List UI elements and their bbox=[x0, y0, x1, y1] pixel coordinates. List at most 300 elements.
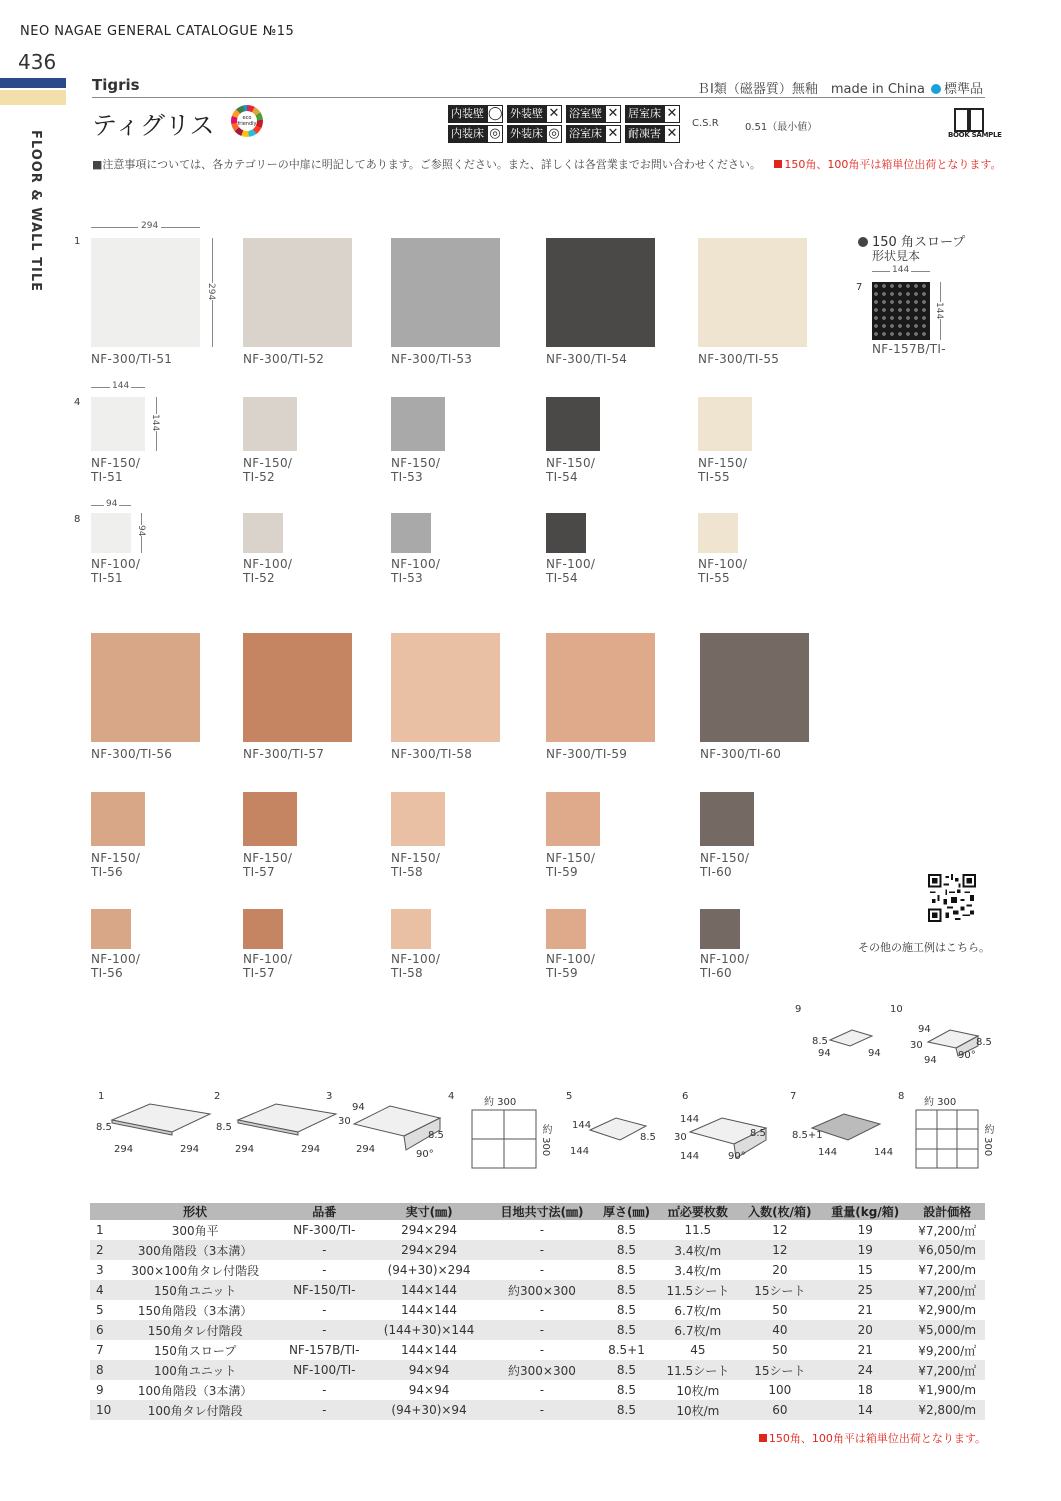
table-cell: 3.4枚/m bbox=[674, 1263, 722, 1278]
table-footnote: 150角、100角平は箱単位出荷となります。 bbox=[759, 1430, 986, 1446]
diagram-5-thickness: 8.5 bbox=[640, 1132, 656, 1143]
tile-code-300: NF-300/TI-54 bbox=[546, 352, 628, 366]
table-cell: 5 bbox=[96, 1303, 104, 1317]
tile-code-100-suffix: TI-58 bbox=[391, 966, 423, 980]
table-cell: 10枚/m bbox=[657, 1400, 739, 1420]
table-cell: - bbox=[278, 1400, 370, 1420]
table-cell: - bbox=[488, 1400, 596, 1420]
header-stripe-blue bbox=[0, 78, 66, 88]
tile-code-100: NF-100/ bbox=[391, 557, 441, 571]
tile-code-100: NF-100/ bbox=[700, 952, 750, 966]
table-header-row bbox=[90, 1203, 985, 1220]
tile-swatch-100 bbox=[546, 513, 586, 553]
tile-code-150-suffix: TI-60 bbox=[700, 865, 732, 879]
diagram-6-width: 144 bbox=[680, 1151, 700, 1162]
tile-swatch-150 bbox=[698, 397, 752, 451]
tile-code-300: NF-300/TI-52 bbox=[243, 352, 325, 366]
usage-mark: ✕ bbox=[546, 105, 562, 123]
usage-label: 外装床 bbox=[507, 125, 546, 143]
slope-code: NF-157B/TI- bbox=[872, 342, 946, 356]
usage-label: 耐凍害 bbox=[625, 125, 664, 143]
csr-label: C.S.R bbox=[692, 118, 719, 129]
table-cell: NF-100/TI- bbox=[278, 1360, 370, 1380]
tile-code-150-suffix: TI-55 bbox=[698, 470, 730, 484]
table-cell: 8.5 bbox=[596, 1280, 657, 1300]
table-cell: 20 bbox=[772, 1263, 788, 1277]
table-cell: 24 bbox=[821, 1360, 909, 1380]
slope-tile-swatch bbox=[872, 282, 930, 340]
table-cell: ¥9,200/㎡ bbox=[918, 1343, 977, 1358]
table-cell: - bbox=[322, 1383, 327, 1397]
diagram-1-shape bbox=[112, 1104, 210, 1132]
table-cell: 10枚/m bbox=[676, 1383, 720, 1398]
slope-subtitle: 形状見本 bbox=[872, 249, 921, 263]
table-cell: 100 bbox=[768, 1383, 792, 1397]
slope-number: 7 bbox=[856, 282, 863, 293]
tile-code-150: NF-150/ bbox=[243, 456, 293, 470]
table-cell: ¥7,200/m bbox=[918, 1263, 977, 1277]
table-cell: 2 bbox=[90, 1240, 112, 1260]
shape-diagrams bbox=[90, 1000, 990, 1190]
table-cell: - bbox=[539, 1263, 545, 1277]
table-cell: - bbox=[278, 1320, 370, 1340]
table-cell: 19 bbox=[821, 1240, 909, 1260]
usage-mark: ◎ bbox=[546, 125, 562, 143]
table-cell: 100角タレ付階段 bbox=[112, 1400, 278, 1420]
table-cell: - bbox=[488, 1320, 596, 1340]
table-cell: 8.5 bbox=[596, 1320, 657, 1340]
diagram-7-number: 7 bbox=[790, 1091, 797, 1102]
standard-label: 標準品 bbox=[943, 82, 983, 97]
table-row bbox=[90, 1260, 985, 1280]
table-row bbox=[90, 1280, 985, 1300]
material-spec: ＢⅠ類（磁器質）無釉 made in China bbox=[697, 82, 925, 97]
tile-code-150: NF-150/ bbox=[698, 456, 748, 470]
table-cell: (94+30)×94 bbox=[370, 1400, 488, 1420]
side-category-title: FLOOR & WALL TILE bbox=[28, 130, 43, 292]
qr-caption: その他の施工例はこちら。 bbox=[858, 941, 990, 954]
table-row bbox=[90, 1360, 985, 1380]
table-cell: 144×144 bbox=[401, 1343, 457, 1357]
table-cell: 294×294 bbox=[401, 1223, 457, 1237]
usage-label: 浴室床 bbox=[566, 125, 605, 143]
table-cell: 100角ユニット bbox=[112, 1360, 278, 1380]
usage-cell bbox=[448, 125, 503, 143]
diagram-7-thickness: 8.5+1 bbox=[792, 1130, 823, 1141]
table-cell: 4 bbox=[90, 1280, 112, 1300]
diagram-3-thickness: 8.5 bbox=[428, 1130, 444, 1141]
slope-title: 150 角スロープ bbox=[858, 231, 965, 250]
book-sample-label: BOOK SAMPLE bbox=[948, 131, 1002, 139]
tile-code-300: NF-300/TI-51 bbox=[91, 352, 173, 366]
usage-cell bbox=[507, 105, 562, 123]
diagram-3-angle: 90° bbox=[416, 1149, 434, 1160]
tile-code-150-suffix: TI-51 bbox=[91, 470, 123, 484]
table-cell: 15シート bbox=[739, 1280, 821, 1300]
tile-swatch-300 bbox=[91, 238, 200, 347]
table-header-cell: 入数(枚/箱) bbox=[739, 1203, 821, 1220]
table-cell: ¥2,800/m bbox=[909, 1400, 985, 1420]
table-cell: 45 bbox=[690, 1343, 706, 1357]
product-name-en: Tigris bbox=[92, 76, 140, 94]
tile-code-100: NF-100/ bbox=[91, 952, 141, 966]
dim-150-v: 144 bbox=[150, 414, 160, 432]
tile-code-150-suffix: TI-53 bbox=[391, 470, 423, 484]
usage-cell bbox=[448, 105, 503, 123]
table-cell: ¥7,200/㎡ bbox=[909, 1280, 985, 1300]
table-cell: ¥7,200/㎡ bbox=[909, 1360, 985, 1380]
usage-grid bbox=[448, 105, 680, 145]
tile-code-100-suffix: TI-57 bbox=[243, 966, 275, 980]
table-cell: 6 bbox=[90, 1320, 112, 1340]
diagram-4-side: 約 300 bbox=[540, 1124, 551, 1157]
diagram-6-tread: 144 bbox=[680, 1114, 700, 1125]
table-cell: 150角階段（3本溝） bbox=[137, 1303, 253, 1318]
table-header-cell: 実寸(㎜) bbox=[370, 1203, 488, 1220]
diagram-7-depth: 144 bbox=[874, 1147, 894, 1158]
diagram-8-side: 約 300 bbox=[982, 1124, 993, 1157]
tile-code-100-suffix: TI-60 bbox=[700, 966, 732, 980]
page-number: 436 bbox=[18, 50, 57, 74]
notice-red-text: 150角、100角平は箱単位出荷となります。 bbox=[784, 158, 1002, 171]
table-row bbox=[90, 1320, 985, 1340]
diagram-6-number: 6 bbox=[682, 1091, 689, 1102]
usage-label: 内装壁 bbox=[448, 105, 487, 123]
dim-100-h: 94 bbox=[106, 499, 118, 509]
table-cell: ¥2,900/m bbox=[918, 1303, 977, 1317]
usage-mark: ✕ bbox=[605, 105, 621, 123]
dim-300-v: 294 bbox=[206, 283, 216, 301]
tile-code-300: NF-300/TI-58 bbox=[391, 747, 473, 761]
header-rule bbox=[92, 97, 985, 98]
table-header-cell: 品番 bbox=[278, 1203, 370, 1220]
table-cell: 21 bbox=[857, 1343, 873, 1357]
table-cell: 8.5 bbox=[616, 1223, 637, 1237]
diagram-9-thickness: 8.5 bbox=[812, 1036, 828, 1047]
table-cell: 8.5 bbox=[616, 1383, 637, 1397]
table-cell: - bbox=[539, 1223, 545, 1237]
tile-swatch-100 bbox=[698, 513, 738, 553]
table-cell: NF-150/TI- bbox=[278, 1280, 370, 1300]
tile-code-100: NF-100/ bbox=[91, 557, 141, 571]
tile-code-300: NF-300/TI-57 bbox=[243, 747, 325, 761]
table-cell: 144×144 bbox=[401, 1303, 457, 1317]
usage-mark: ◎ bbox=[487, 125, 503, 143]
catalogue-title: NEO NAGAE GENERAL CATALOGUE №15 bbox=[20, 24, 295, 39]
table-cell: 150角タレ付階段 bbox=[112, 1320, 278, 1340]
diagram-10-tread: 94 bbox=[918, 1024, 931, 1035]
tile-swatch-150 bbox=[91, 397, 145, 451]
table-cell: 10 bbox=[90, 1400, 112, 1420]
diagram-8-number: 8 bbox=[898, 1091, 905, 1102]
table-cell: 19 bbox=[857, 1223, 873, 1237]
tile-code-100: NF-100/ bbox=[243, 952, 293, 966]
table-row bbox=[90, 1380, 985, 1400]
csr-value: 0.51（最小値） bbox=[745, 122, 818, 133]
tile-swatch-150 bbox=[243, 792, 297, 846]
table-cell: 18 bbox=[857, 1383, 873, 1397]
table-cell: 8.5 bbox=[616, 1303, 637, 1317]
slope-dim-v: 144 bbox=[934, 302, 944, 320]
table-cell: 150角スロープ bbox=[154, 1343, 237, 1358]
tile-code-100-suffix: TI-54 bbox=[546, 571, 578, 585]
dim-150-h: 144 bbox=[112, 381, 130, 391]
table-header-cell: 重量(kg/箱) bbox=[821, 1203, 909, 1220]
table-cell: 14 bbox=[821, 1400, 909, 1420]
table-cell: 21 bbox=[857, 1303, 873, 1317]
table-cell: 9 bbox=[96, 1383, 104, 1397]
table-cell: ¥6,050/m bbox=[909, 1240, 985, 1260]
usage-cell bbox=[566, 105, 621, 123]
tile-swatch-300 bbox=[546, 633, 655, 742]
tile-code-150: NF-150/ bbox=[546, 456, 596, 470]
slope-dim-h: 144 bbox=[892, 265, 910, 275]
table-cell: 15 bbox=[857, 1263, 873, 1277]
diagram-5-shape bbox=[590, 1118, 646, 1140]
diagram-2-shape bbox=[238, 1104, 336, 1132]
usage-cell bbox=[566, 125, 621, 143]
table-cell: 294×294 bbox=[370, 1240, 488, 1260]
table-cell: 300×100角タレ付階段 bbox=[131, 1263, 260, 1278]
tile-swatch-100 bbox=[391, 909, 431, 949]
table-cell: 25 bbox=[821, 1280, 909, 1300]
table-cell: 3.4枚/m bbox=[657, 1240, 739, 1260]
diagram-1-thickness: 8.5 bbox=[96, 1122, 112, 1133]
tile-code-100-suffix: TI-51 bbox=[91, 571, 123, 585]
diagram-5-number: 5 bbox=[566, 1091, 573, 1102]
diagram-5-width: 144 bbox=[570, 1146, 590, 1157]
tile-code-100-suffix: TI-56 bbox=[91, 966, 123, 980]
tile-swatch-300 bbox=[700, 633, 809, 742]
tile-swatch-300 bbox=[698, 238, 807, 347]
table-header-cell bbox=[90, 1203, 112, 1220]
tile-code-300: NF-300/TI-59 bbox=[546, 747, 628, 761]
table-cell: NF-300/TI- bbox=[293, 1223, 356, 1237]
table-cell: 1 bbox=[96, 1223, 104, 1237]
tile-code-150: NF-150/ bbox=[243, 851, 293, 865]
table-cell: 8.5 bbox=[596, 1400, 657, 1420]
diagram-2-width: 294 bbox=[235, 1144, 255, 1155]
table-cell: 15シート bbox=[739, 1360, 821, 1380]
notice-text: ■注意事項については、各カテゴリーの中扉に明記してあります。ご参照ください。また、詳しくは各営業までお問い合わせください。 bbox=[92, 158, 761, 171]
dim-100-v: 94 bbox=[136, 525, 146, 537]
usage-mark: ◯ bbox=[488, 106, 503, 121]
usage-cell bbox=[625, 125, 680, 143]
diagram-5-depth: 144 bbox=[572, 1120, 592, 1131]
table-cell: (94+30)×294 bbox=[387, 1263, 471, 1277]
usage-label: 外装壁 bbox=[507, 105, 546, 123]
notice bbox=[92, 156, 1001, 172]
tile-code-150: NF-150/ bbox=[391, 456, 441, 470]
tile-swatch-300 bbox=[391, 238, 500, 347]
diagram-1-number: 1 bbox=[98, 1091, 105, 1102]
usage-cell bbox=[625, 105, 680, 123]
table-cell: 8.5 bbox=[596, 1360, 657, 1380]
table-cell: 8.5 bbox=[616, 1263, 637, 1277]
tile-code-150-suffix: TI-54 bbox=[546, 470, 578, 484]
table-cell: 50 bbox=[772, 1303, 788, 1317]
diagram-10-width: 94 bbox=[924, 1055, 937, 1066]
tile-code-150: NF-150/ bbox=[91, 456, 141, 470]
tile-code-150-suffix: TI-58 bbox=[391, 865, 423, 879]
tile-code-150-suffix: TI-56 bbox=[91, 865, 123, 879]
table-cell: 40 bbox=[739, 1320, 821, 1340]
product-name-ja: ティグリス bbox=[92, 111, 215, 140]
diagram-6-nose: 30 bbox=[674, 1132, 687, 1143]
table-cell: 94×94 bbox=[408, 1383, 450, 1397]
table-row bbox=[90, 1340, 985, 1360]
table-header-cell: ㎡必要枚数 bbox=[657, 1203, 739, 1220]
product-spec bbox=[697, 78, 983, 97]
tile-code-100-suffix: TI-53 bbox=[391, 571, 423, 585]
tile-swatch-300 bbox=[243, 238, 352, 347]
tile-swatch-300 bbox=[91, 633, 200, 742]
diagram-7-width: 144 bbox=[818, 1147, 838, 1158]
tile-code-300: NF-300/TI-60 bbox=[700, 747, 782, 761]
diagram-2-thickness: 8.5 bbox=[216, 1122, 232, 1133]
tile-code-100: NF-100/ bbox=[546, 557, 596, 571]
table-cell: 94×94 bbox=[370, 1360, 488, 1380]
tile-swatch-150 bbox=[546, 792, 600, 846]
tile-swatch-100 bbox=[243, 909, 283, 949]
bullet-icon bbox=[858, 237, 868, 247]
diagram-3-nose: 30 bbox=[338, 1116, 351, 1127]
tile-code-150: NF-150/ bbox=[91, 851, 141, 865]
row-number-150: 4 bbox=[74, 397, 81, 408]
table-cell: 11.5 bbox=[684, 1223, 712, 1237]
tile-swatch-150 bbox=[243, 397, 297, 451]
tile-code-100-suffix: TI-55 bbox=[698, 571, 730, 585]
table-cell: (144+30)×144 bbox=[370, 1320, 488, 1340]
header-stripe-cream bbox=[0, 90, 66, 105]
tile-code-100: NF-100/ bbox=[546, 952, 596, 966]
diagram-3-number: 3 bbox=[326, 1091, 333, 1102]
tile-swatch-100 bbox=[546, 909, 586, 949]
tile-swatch-100 bbox=[391, 513, 431, 553]
spec-table bbox=[90, 1203, 985, 1420]
table-cell: 60 bbox=[739, 1400, 821, 1420]
tile-swatch-150 bbox=[700, 792, 754, 846]
table-cell: 8.5 bbox=[596, 1240, 657, 1260]
tile-swatch-150 bbox=[546, 397, 600, 451]
tile-code-150-suffix: TI-52 bbox=[243, 470, 275, 484]
table-cell: - bbox=[278, 1240, 370, 1260]
diagram-4-number: 4 bbox=[448, 1091, 455, 1102]
tile-code-100: NF-100/ bbox=[391, 952, 441, 966]
usage-mark: ✕ bbox=[664, 105, 680, 123]
diagram-6-thickness: 8.5 bbox=[750, 1128, 766, 1139]
diagram-10-angle: 90° bbox=[958, 1050, 976, 1061]
tile-code-150: NF-150/ bbox=[700, 851, 750, 865]
table-cell: 11.5シート bbox=[657, 1280, 739, 1300]
diagram-9-shape bbox=[830, 1030, 872, 1046]
tile-code-100-suffix: TI-52 bbox=[243, 571, 275, 585]
table-cell: 300角平 bbox=[171, 1223, 219, 1238]
dim-300-h: 294 bbox=[138, 221, 161, 231]
table-cell: - bbox=[539, 1303, 545, 1317]
table-cell: ¥7,200/㎡ bbox=[918, 1223, 977, 1238]
table-cell: 300角階段（3本溝） bbox=[112, 1240, 278, 1260]
table-row bbox=[90, 1300, 985, 1320]
diagram-9-width: 94 bbox=[818, 1048, 831, 1059]
tile-swatch-100 bbox=[91, 513, 131, 553]
table-cell: NF-157B/TI- bbox=[288, 1343, 360, 1357]
usage-label: 内装床 bbox=[448, 125, 487, 143]
row-number-100: 8 bbox=[74, 514, 81, 525]
table-cell: - bbox=[539, 1343, 545, 1357]
table-cell: 3 bbox=[96, 1263, 104, 1277]
table-cell: 6.7枚/m bbox=[674, 1303, 722, 1318]
standard-dot-icon bbox=[931, 84, 941, 94]
table-cell: 6.7枚/m bbox=[657, 1320, 739, 1340]
table-cell: 12 bbox=[772, 1223, 788, 1237]
table-row bbox=[90, 1400, 985, 1420]
usage-mark: ✕ bbox=[664, 125, 680, 143]
table-header-cell: 形状 bbox=[112, 1203, 278, 1220]
table-cell: 12 bbox=[739, 1240, 821, 1260]
table-cell: 100角階段（3本溝） bbox=[137, 1383, 253, 1398]
table-cell: 11.5シート bbox=[657, 1360, 739, 1380]
table-row bbox=[90, 1240, 985, 1260]
diagram-10-number: 10 bbox=[890, 1004, 903, 1015]
diagram-9-number: 9 bbox=[795, 1004, 802, 1015]
tile-swatch-100 bbox=[91, 909, 131, 949]
tile-code-150-suffix: TI-57 bbox=[243, 865, 275, 879]
row-number-300: 1 bbox=[74, 236, 81, 247]
usage-label: 居室床 bbox=[625, 105, 664, 123]
tile-swatch-150 bbox=[391, 397, 445, 451]
diagram-1-width: 294 bbox=[114, 1144, 134, 1155]
usage-cell bbox=[507, 125, 562, 143]
table-cell: 8.5+1 bbox=[608, 1343, 645, 1357]
red-square-icon bbox=[759, 1434, 767, 1442]
table-cell: - bbox=[488, 1240, 596, 1260]
tile-code-100: NF-100/ bbox=[243, 557, 293, 571]
tile-code-300: NF-300/TI-55 bbox=[698, 352, 780, 366]
tile-code-100-suffix: TI-59 bbox=[546, 966, 578, 980]
tile-swatch-100 bbox=[243, 513, 283, 553]
table-cell: 7 bbox=[96, 1343, 104, 1357]
diagram-2-depth: 294 bbox=[301, 1144, 321, 1155]
table-cell: - bbox=[322, 1303, 327, 1317]
diagram-3-width: 294 bbox=[356, 1144, 376, 1155]
diagram-10-thickness: 8.5 bbox=[976, 1037, 992, 1048]
tile-swatch-300 bbox=[546, 238, 655, 347]
table-cell: - bbox=[539, 1383, 545, 1397]
table-cell: 144×144 bbox=[370, 1280, 488, 1300]
table-cell: 50 bbox=[772, 1343, 788, 1357]
eco-friendly-icon: eco friendly bbox=[231, 105, 263, 137]
tile-code-300: NF-300/TI-56 bbox=[91, 747, 173, 761]
tile-swatch-300 bbox=[243, 633, 352, 742]
table-header-cell: 厚さ(㎜) bbox=[596, 1203, 657, 1220]
diagram-1-depth: 294 bbox=[180, 1144, 200, 1155]
table-cell: ¥5,000/m bbox=[909, 1320, 985, 1340]
tile-swatch-150 bbox=[91, 792, 145, 846]
tile-swatch-300 bbox=[391, 633, 500, 742]
qr-code-icon[interactable] bbox=[928, 874, 976, 922]
diagram-4-top: 約 300 bbox=[484, 1097, 517, 1108]
diagram-2-number: 2 bbox=[214, 1091, 221, 1102]
usage-mark: ✕ bbox=[605, 125, 621, 143]
red-square-icon bbox=[774, 160, 782, 168]
table-cell: 8 bbox=[90, 1360, 112, 1380]
tile-code-300: NF-300/TI-53 bbox=[391, 352, 473, 366]
table-cell: 150角ユニット bbox=[112, 1280, 278, 1300]
table-header-cell: 目地共寸法(㎜) bbox=[488, 1203, 596, 1220]
table-header-cell: 設計価格 bbox=[909, 1203, 985, 1220]
table-row bbox=[90, 1220, 985, 1240]
